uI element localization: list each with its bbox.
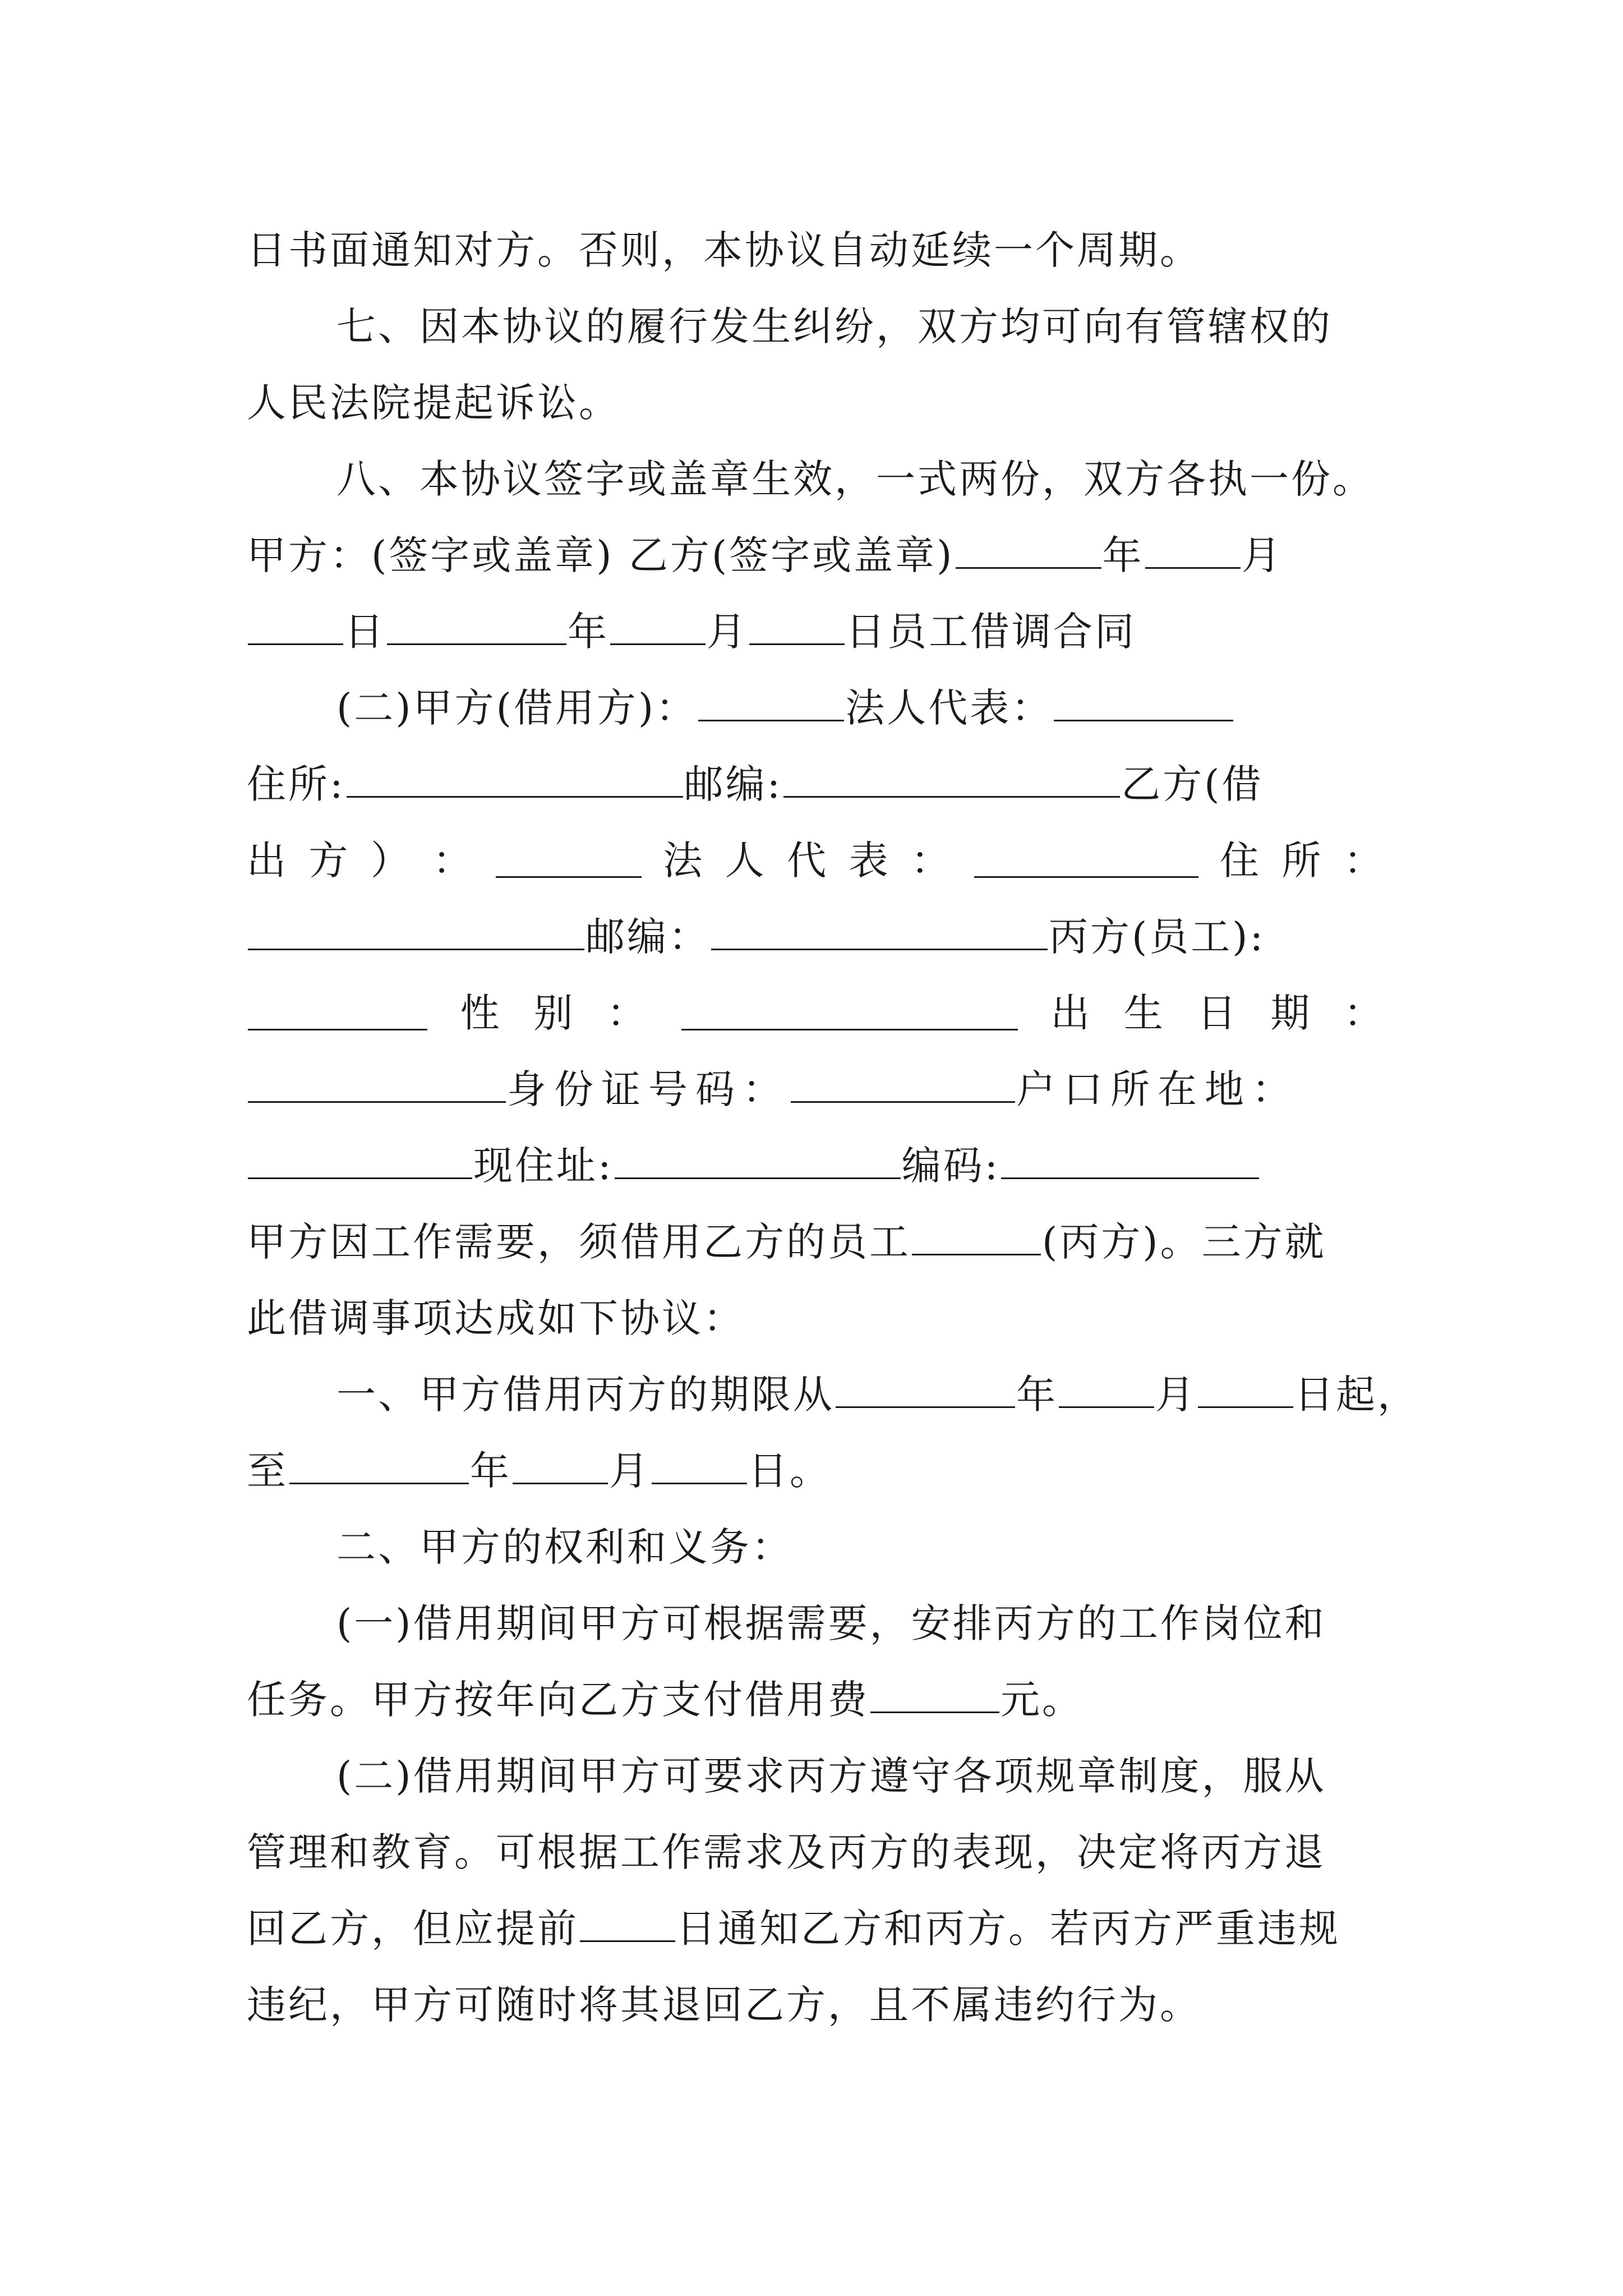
term-end-line (247, 1433, 1385, 1509)
text: 住所: (247, 761, 345, 807)
signature-line (247, 517, 1385, 593)
char: 别 (533, 990, 575, 1036)
birthdate-blank[interactable] (248, 1069, 506, 1103)
party-a-line (247, 670, 1385, 746)
text: 回乙方，但应提前 (247, 1906, 579, 1952)
household-blank[interactable] (248, 1145, 472, 1179)
text: 户口所在地： (1016, 1066, 1299, 1112)
char: 性 (460, 990, 502, 1036)
postcode-blank[interactable] (783, 763, 1120, 798)
month-blank[interactable] (513, 1450, 608, 1484)
day-blank[interactable] (1198, 1374, 1293, 1408)
char: 人 (725, 838, 767, 884)
paragraph-line (247, 1585, 1385, 1662)
text: (二)甲方(借用方)： (336, 685, 698, 731)
text: 日起， (1294, 1372, 1419, 1418)
text: 人民法院提起诉讼。 (247, 380, 620, 426)
char: 代 (787, 838, 829, 884)
text: 月 (1241, 532, 1283, 578)
notice-days-blank[interactable] (580, 1908, 675, 1942)
text: 月 (1155, 1372, 1197, 1418)
code-blank[interactable] (1001, 1145, 1259, 1179)
legal-rep-blank[interactable] (1054, 687, 1233, 721)
day-blank[interactable] (652, 1450, 747, 1484)
text: (丙方)。三方就 (1042, 1219, 1326, 1265)
clause-seven (247, 288, 1385, 365)
text: 日通知乙方和丙方。若丙方严重违规 (676, 1906, 1340, 1952)
term-line (247, 1356, 1419, 1433)
year-blank[interactable] (387, 611, 566, 645)
year-blank[interactable] (956, 535, 1101, 569)
char: 方 (308, 838, 351, 884)
paragraph-line (247, 1280, 1385, 1356)
day-blank[interactable] (248, 611, 343, 645)
text: 乙方(借 (1121, 761, 1264, 807)
char: 住 (1219, 838, 1261, 884)
paragraph-line (247, 1204, 1385, 1280)
text: 年 (470, 1448, 511, 1494)
address-blank[interactable] (347, 763, 683, 798)
text: (二)借用期间甲方可要求丙方遵守各项规章制度，服从 (336, 1753, 1326, 1799)
char: ： (1343, 990, 1385, 1036)
text: 一、甲方借用丙方的期限从 (336, 1372, 834, 1418)
text: 此借调事项达成如下协议： (247, 1295, 745, 1341)
text: 邮编: (684, 761, 783, 807)
gender-blank[interactable] (681, 996, 1018, 1030)
text: 现住址: (473, 1143, 614, 1189)
id-line (247, 1051, 1385, 1128)
char: 所 (1281, 838, 1324, 884)
document-page (247, 212, 1419, 2043)
text: 月 (609, 1448, 651, 1494)
paragraph-line (247, 365, 1385, 441)
text: 八、本协议签字或盖章生效，一式两份，双方各执一份。 (336, 456, 1374, 502)
text: 丙方(员工): (1049, 914, 1266, 960)
legal-rep-blank[interactable] (974, 844, 1198, 878)
address-blank[interactable] (248, 916, 584, 950)
paragraph-line (247, 1738, 1385, 1814)
clause-eight (247, 441, 1385, 517)
text: 甲方：(签字或盖章) 乙方(签字或盖章) (247, 532, 955, 578)
party-b-blank[interactable] (496, 844, 642, 878)
text: 年 (1016, 1372, 1058, 1418)
month-blank[interactable] (1059, 1374, 1154, 1408)
char: 日 (1197, 990, 1239, 1036)
text: 二、甲方的权利和义务： (336, 1524, 793, 1570)
text: 日 (344, 609, 386, 655)
char: ： (1343, 838, 1385, 884)
paragraph-line (247, 212, 1385, 288)
month-blank[interactable] (610, 611, 706, 645)
text: 日。 (748, 1448, 831, 1494)
text: 邮编： (585, 914, 710, 960)
text: 元。 (1000, 1677, 1083, 1723)
char: ： (911, 838, 953, 884)
char: 生 (1123, 990, 1165, 1036)
employee-blank[interactable] (912, 1221, 1041, 1255)
fee-line (247, 1662, 1385, 1738)
year-blank[interactable] (289, 1450, 469, 1484)
char: 期 (1270, 990, 1312, 1036)
char: ： (606, 990, 648, 1036)
text: 七、因本协议的履行发生纠纷，双方均可向有管辖权的 (336, 303, 1332, 349)
text: 年 (1102, 532, 1144, 578)
text: 编码: (901, 1143, 1000, 1189)
current-address-blank[interactable] (615, 1145, 901, 1179)
name-blank[interactable] (248, 996, 427, 1030)
char: ） (370, 838, 412, 884)
text: 违纪，甲方可随时将其退回乙方，且不属违约行为。 (247, 1982, 1201, 2028)
paragraph-line (247, 1967, 1385, 2043)
text: 日书面通知对方。否则，本协议自动延续一个周期。 (247, 227, 1201, 273)
char: 出 (247, 838, 288, 884)
text: 至 (247, 1448, 288, 1494)
party-b-line (247, 822, 1385, 899)
month-blank[interactable] (1145, 535, 1241, 569)
day-blank[interactable] (749, 611, 845, 645)
residence-line (247, 1128, 1385, 1204)
fee-blank[interactable] (870, 1679, 999, 1713)
contract-title: 日员工借调合同 (846, 609, 1136, 655)
text: 管理和教育。可根据工作需求及丙方的表现，决定将丙方退 (247, 1829, 1326, 1875)
notice-line (247, 1890, 1385, 1967)
id-number-blank[interactable] (791, 1069, 1015, 1103)
text: (一)借用期间甲方可根据需要，安排丙方的工作岗位和 (336, 1600, 1326, 1646)
text: 任务。甲方按年向乙方支付借用费 (247, 1677, 869, 1723)
party-a-blank[interactable] (698, 687, 844, 721)
postcode-line (247, 899, 1385, 975)
paragraph-line (247, 1814, 1385, 1890)
text: 年 (568, 609, 609, 655)
year-blank[interactable] (836, 1374, 1015, 1408)
char: 表 (849, 838, 891, 884)
char: 出 (1050, 990, 1092, 1036)
date-line (247, 593, 1385, 670)
text: 身份证号码： (507, 1066, 790, 1112)
char: 法 (663, 838, 705, 884)
text: 甲方因工作需要，须借用乙方的员工 (247, 1219, 911, 1265)
postcode-blank[interactable] (711, 916, 1048, 950)
char: ： (432, 838, 474, 884)
text: 月 (707, 609, 748, 655)
text: 法人代表： (845, 685, 1053, 731)
address-line (247, 746, 1385, 822)
gender-line (247, 975, 1385, 1051)
section-heading (247, 1509, 1385, 1585)
